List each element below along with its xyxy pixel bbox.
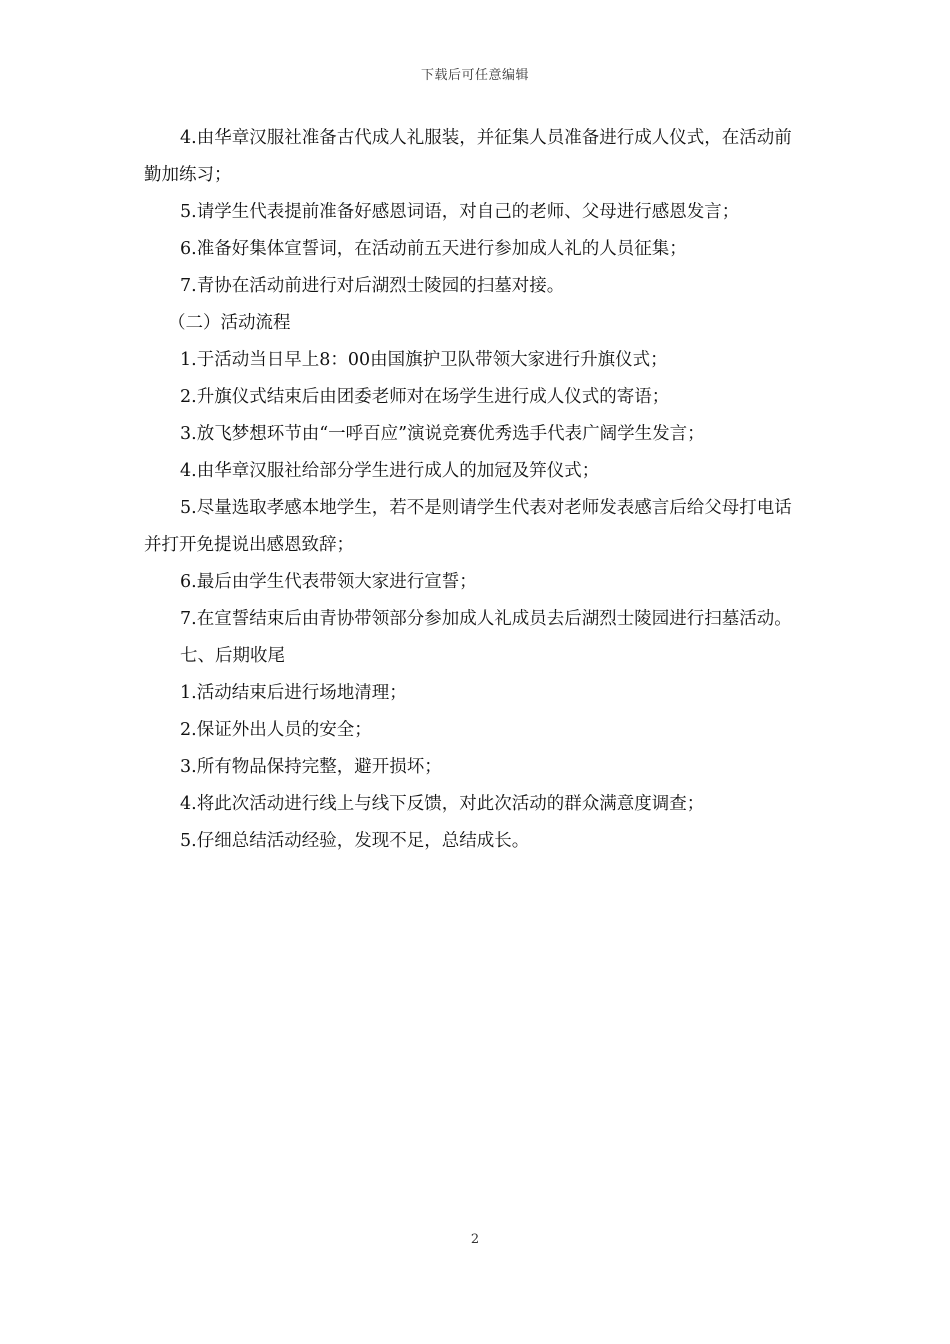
paragraph: 3.放飞梦想环节由“一呼百应”演说竞赛优秀选手代表广阔学生发言； (180, 424, 705, 444)
paragraph: 2.保证外出人员的安全； (180, 720, 372, 740)
paragraph: 1.于活动当日早上8：00由国旗护卫队带领大家进行升旗仪式； (180, 350, 668, 370)
paragraph: 2.升旗仪式结束后由团委老师对在场学生进行成人仪式的寄语； (180, 387, 670, 407)
paragraph: 5.请学生代表提前准备好感恩词语，对自己的老师、父母进行感恩发言； (180, 202, 740, 222)
section-heading: 七、后期收尾 (180, 646, 285, 666)
paragraph: 4.由华章汉服社准备古代成人礼服装，并征集人员准备进行成人仪式，在活动前勤加练习； (144, 128, 792, 185)
paragraph: 6.准备好集体宣誓词，在活动前五天进行参加成人礼的人员征集； (180, 239, 687, 259)
page-header: 下载后可任意编辑 (420, 68, 529, 83)
paragraph: 7.青协在活动前进行对后湖烈士陵园的扫墓对接。 (180, 276, 565, 296)
paragraph: 3.所有物品保持完整，避开损坏； (180, 757, 442, 777)
document-body (144, 120, 808, 860)
page-number: 2 (470, 1232, 480, 1247)
paragraph: 6.最后由学生代表带领大家进行宣誓； (180, 572, 477, 592)
paragraph: 1.活动结束后进行场地清理； (180, 683, 407, 703)
paragraph: 7.在宣誓结束后由青协带领部分参加成人礼成员去后湖烈士陵园进行扫墓活动。 (180, 609, 792, 629)
paragraph: 4.由华章汉服社给部分学生进行成人的加冠及笄仪式； (180, 461, 600, 481)
paragraph: 5.仔细总结活动经验，发现不足，总结成长。 (180, 831, 530, 851)
paragraph: 5.尽量选取孝感本地学生，若不是则请学生代表对老师发表感言后给父母打电话并打开免提说出感恩致辞； (144, 498, 792, 555)
paragraph: 4.将此次活动进行线上与线下反馈，对此次活动的群众满意度调查； (180, 794, 705, 814)
section-heading: （二）活动流程 (168, 313, 291, 333)
